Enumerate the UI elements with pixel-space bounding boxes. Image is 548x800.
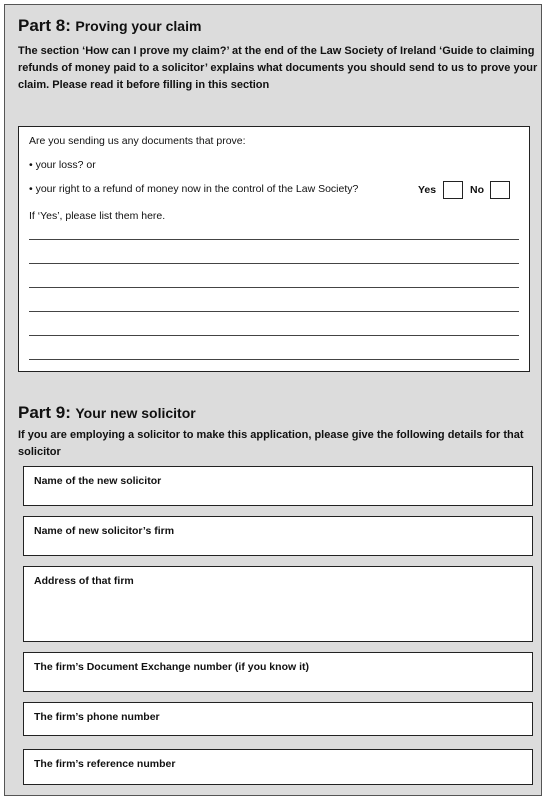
document-list-line[interactable] xyxy=(29,335,519,336)
new-solicitor-firm-field[interactable] xyxy=(23,516,533,556)
part9-heading xyxy=(18,403,196,423)
firm-reference-label: The firm’s reference number xyxy=(34,758,176,770)
new-solicitor-firm-label: Name of new solicitor’s firm xyxy=(34,525,175,537)
yes-label: Yes xyxy=(418,184,437,196)
part8-title: Proving your claim xyxy=(75,18,202,34)
no-checkbox[interactable] xyxy=(490,181,510,199)
document-list-line[interactable] xyxy=(29,263,519,264)
document-exchange-field[interactable] xyxy=(23,652,533,692)
document-list-line[interactable] xyxy=(29,239,519,240)
firm-reference-field[interactable] xyxy=(23,749,533,785)
documents-panel xyxy=(18,126,530,372)
bullet-loss: • your loss? or xyxy=(29,159,96,171)
part8-heading xyxy=(18,16,201,36)
yes-checkbox[interactable] xyxy=(443,181,463,199)
part8-intro: The section ‘How can I prove my claim?’ at the end of the Law Society of Ireland ‘Guide to claiming refunds of money paid to a solicitor’ explains what documents you should send to us to prove your claim. Please read it before filling in this section xyxy=(18,45,538,91)
document-list-line[interactable] xyxy=(29,311,519,312)
part9-intro: If you are employing a solicitor to make this application, please give the following details for that solicitor xyxy=(18,429,524,458)
document-list-line[interactable] xyxy=(29,287,519,288)
list-prompt: If ‘Yes’, please list them here. xyxy=(29,210,166,222)
new-solicitor-name-field[interactable] xyxy=(23,466,533,506)
firm-phone-field[interactable] xyxy=(23,702,533,736)
part8-number: Part 8: xyxy=(18,16,71,35)
part9-number: Part 9: xyxy=(18,403,71,422)
firm-phone-label: The firm’s phone number xyxy=(34,711,160,723)
part9-title: Your new solicitor xyxy=(75,405,196,421)
firm-address-field[interactable] xyxy=(23,566,533,642)
no-label: No xyxy=(470,184,484,196)
bullet-refund: • your right to a refund of money now in the control of the Law Society? xyxy=(29,183,359,195)
document-exchange-label: The firm’s Document Exchange number (if you know it) xyxy=(34,661,309,673)
document-list-line[interactable] xyxy=(29,359,519,360)
firm-address-label: Address of that firm xyxy=(34,575,134,587)
form-page xyxy=(4,4,542,796)
new-solicitor-name-label: Name of the new solicitor xyxy=(34,475,162,487)
documents-question: Are you sending us any documents that prove: xyxy=(29,135,246,147)
